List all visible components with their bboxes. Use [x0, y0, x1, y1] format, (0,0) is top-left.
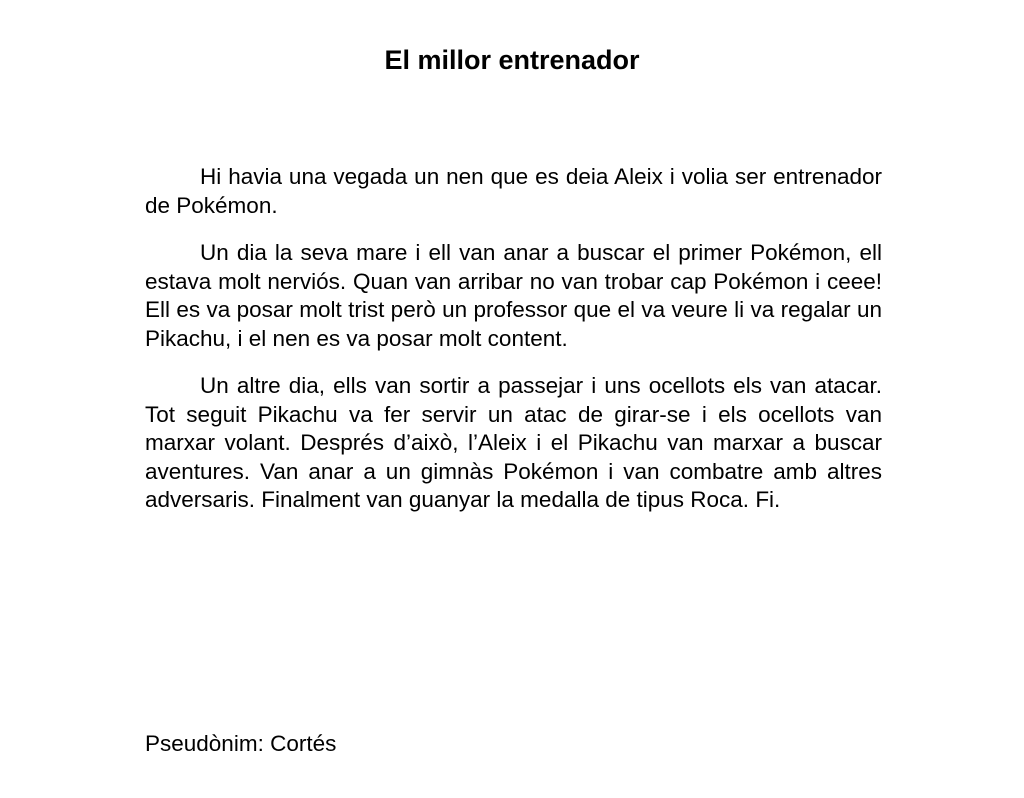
story-paragraph-2: Un dia la seva mare i ell van anar a buscar el primer Pokémon, ell estava molt nerviós. Quan van arribar no van trobar cap Pokémon i ceee! Ell es va posar molt trist però un professor que el va veure li va regalar un Pikachu, i el nen es va posar molt content. [145, 240, 882, 351]
story-paragraph-3: Un altre dia, ells van sortir a passejar i uns ocellots els van atacar. Tot seguit Pikachu va fer servir un atac de girar-se i els ocellots van marxar volant. Després d’això, l’Aleix i el Pikachu van marxar a buscar aventures. Van anar a un gimnàs Pokémon i van combatre amb altres adversaris. Finalment van guanyar la medalla de tipus Roca. Fi. [145, 373, 882, 512]
story-paragraph-1: Hi havia una vegada un nen que es deia Aleix i volia ser entrenador de Pokémon. [145, 164, 882, 218]
author-pseudonym: Pseudònim: Cortés [145, 731, 337, 756]
document-title: El millor entrenador [384, 45, 640, 75]
story-body [145, 163, 882, 534]
